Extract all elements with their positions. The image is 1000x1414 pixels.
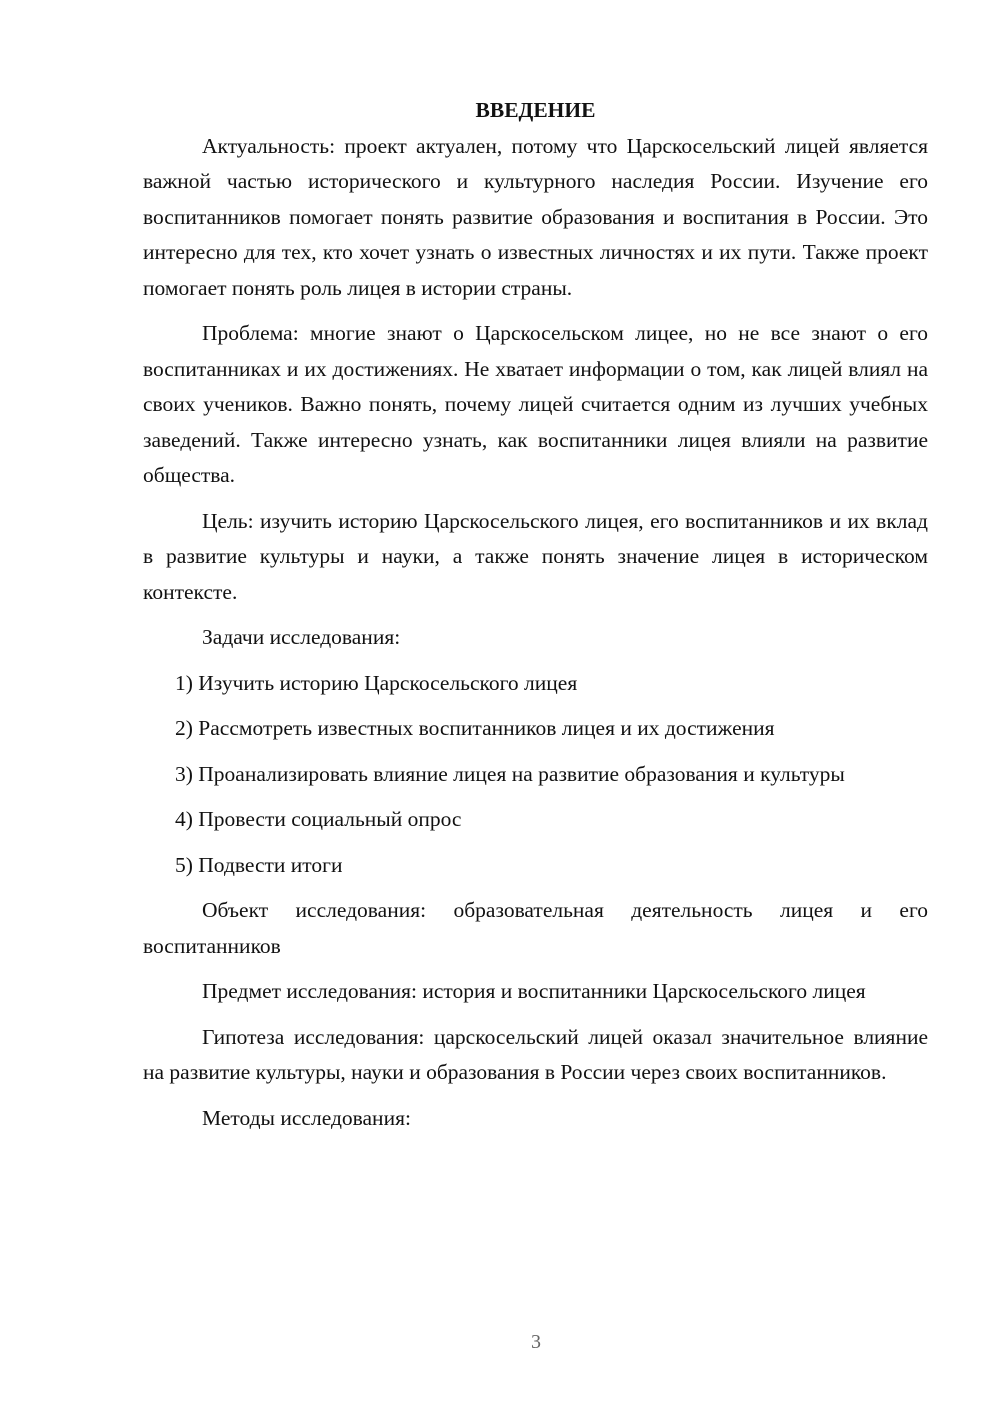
problem-paragraph: Проблема: многие знают о Царскосельском лицее, но не все знают о его воспитанниках и их достижениях. Не хватает информации о том, как лицей влиял на своих учеников. Важно понять, почему лицей считается одним из лучших учебных заведений. Также интересно узнать, как воспитанники лицея влияли на развитие общества. xyxy=(143,321,928,487)
object-paragraph: Объект исследования: образовательная деятельность лицея и его воспитанников xyxy=(143,898,928,958)
relevance-paragraph: Актуальность: проект актуален, потому что Царскосельский лицей является важной частью исторического и культурного наследия России. Изучение его воспитанников помогает понять развитие образования и воспитания в России. Это интересно для тех, кто хочет узнать о известных личностях и их пути. Также проект помогает понять роль лицея в истории страны. xyxy=(143,133,928,300)
page-number: 3 xyxy=(531,1331,541,1353)
task-item-1: 1) Изучить историю Царскосельского лицея xyxy=(175,670,578,695)
task-item-5: 5) Подвести итоги xyxy=(175,852,343,877)
methods-heading: Методы исследования: xyxy=(202,1105,411,1130)
section-title: ВВЕДЕНИЕ xyxy=(475,98,596,122)
hypothesis-paragraph: Гипотеза исследования: царскосельский лицей оказал значительное влияние на развитие культуры, науки и образования в России через своих воспитанников. xyxy=(143,1024,928,1084)
task-item-4: 4) Провести социальный опрос xyxy=(175,807,462,831)
task-item-2: 2) Рассмотреть известных воспитанников лицея и их достижения xyxy=(175,716,775,740)
page-content xyxy=(143,93,928,1146)
subject-paragraph: Предмет исследования: история и воспитанники Царскосельского лицея xyxy=(202,979,866,1003)
tasks-heading: Задачи исследования: xyxy=(202,625,401,649)
goal-paragraph: Цель: изучить историю Царскосельского лицея, его воспитанников и их вклад в развитие культуры и науки, а также понять значение лицея в историческом контексте. xyxy=(143,508,928,604)
task-item-3: 3) Проанализировать влияние лицея на развитие образования и культуры xyxy=(175,761,845,786)
